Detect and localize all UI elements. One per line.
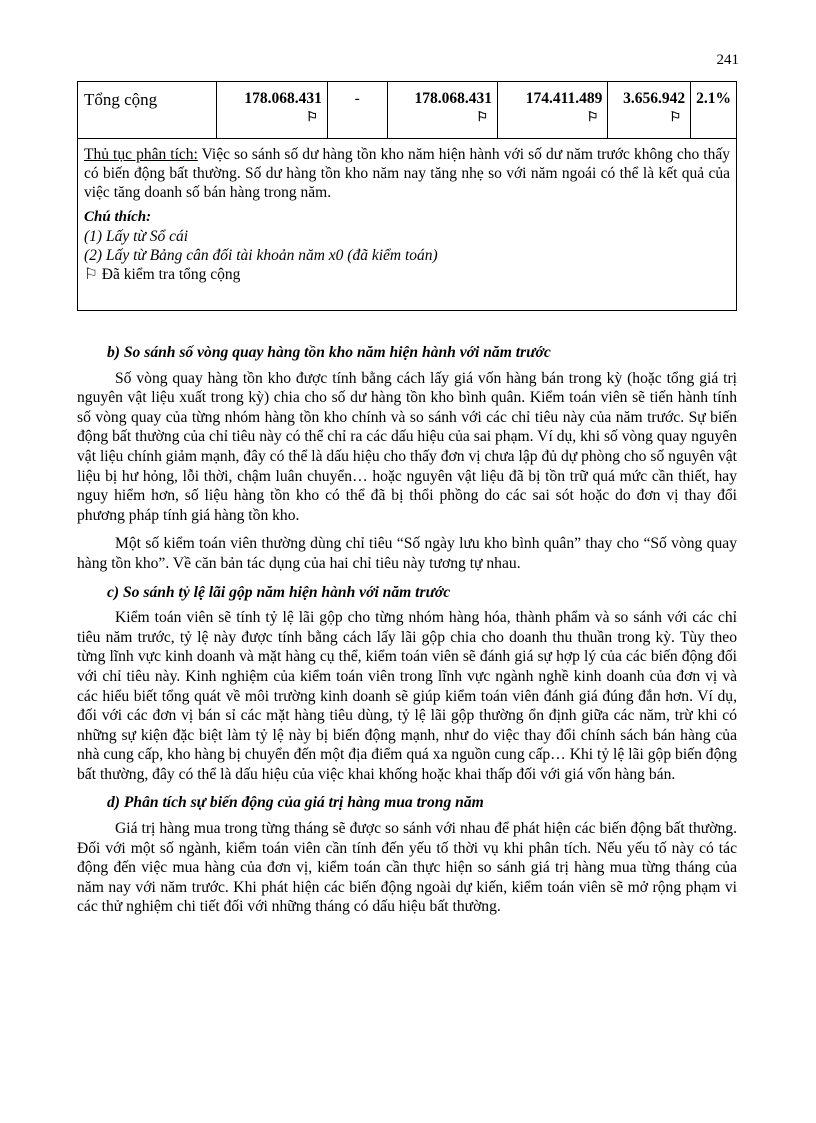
procedure-label: Thủ tục phân tích: — [84, 146, 198, 163]
flag-icon: ⚐ — [586, 109, 599, 124]
note-item: (2) Lấy từ Bảng cân đối tài khoản năm x0 (đã kiểm toán) — [84, 247, 438, 264]
check-text: Đã kiểm tra tổng cộng — [97, 266, 241, 283]
notes-title: Chú thích: — [84, 209, 152, 225]
section-heading: d) Phân tích sự biến động của giá trị hàng mua trong năm — [107, 794, 484, 812]
procedure-paragraph — [84, 145, 730, 202]
page-number: 241 — [716, 52, 739, 68]
flag-icon: ⚐ — [476, 109, 489, 124]
notes-cell — [78, 139, 737, 311]
inventory-total-table — [77, 81, 737, 311]
cell-value: 174.411.489 — [525, 90, 603, 107]
flag-icon: ⚐ — [306, 109, 318, 124]
total-cell — [498, 82, 608, 139]
section-heading: c) So sánh tỷ lệ lãi gộp năm hiện hành với năm trước — [107, 583, 451, 601]
total-cell — [387, 82, 497, 139]
total-label: Tổng cộng — [78, 82, 217, 139]
body-paragraph: Một số kiểm toán viên thường dùng chỉ tiêu “Số ngày lưu kho bình quân” thay cho “Số vòng quay hàng tồn kho”. Về căn bản tác dụng của hai chỉ tiêu này tương tự nhau. — [77, 535, 737, 572]
note-item-check — [84, 265, 730, 284]
flag-icon: ⚐ — [84, 266, 98, 283]
table-row-notes — [78, 139, 737, 311]
flag-icon: ⚐ — [669, 109, 682, 124]
cell-value: 178.068.431 — [244, 90, 322, 107]
note-item: (1) Lấy từ Sổ cái — [84, 228, 189, 245]
cell-value: 3.656.942 — [623, 90, 686, 107]
total-cell: 2.1% — [691, 82, 737, 139]
total-cell — [608, 82, 691, 139]
table-row-total — [78, 82, 737, 139]
section-heading: b) So sánh số vòng quay hàng tồn kho năm hiện hành với năm trước — [107, 344, 551, 361]
body-content — [77, 343, 737, 926]
body-paragraph: Số vòng quay hàng tồn kho được tính bằng cách lấy giá vốn hàng bán trong kỳ (hoặc tổng giá trị nguyên vật liệu xuất trong kỳ) chia cho số dư hàng tồn kho bình quân. Kiểm toán viên sẽ tiến hành tính số vòng quay của từng nhóm hàng tồn kho chính và so sánh với các chỉ tiêu này của năm trước. Sự biến động bất thường của chỉ tiêu này có thể chỉ ra các dấu hiệu của sai phạm. Ví dụ, khi số vòng quay nguyên vật liệu chính giảm mạnh, đây có thể là dấu hiệu cho thấy đơn vị chưa lập đủ dự phòng cho số nguyên vật liệu bị hư hỏng, lỗi thời, chậm luân chuyển… hoặc nguyên vật liệu đã bị tồn trữ quá mức cần thiết, hay nguy hiểm hơn, số liệu hàng tồn kho có thể đã bị thổi phồng do các sai sót hoặc do đơn vị thay đổi phương pháp tính giá hàng tồn kho. — [77, 369, 738, 524]
total-cell: - — [327, 82, 387, 139]
procedure-text: Việc so sánh số dư hàng tồn kho năm hiện hành với số dư năm trước không cho thấy có biến động bất thường. Số dư hàng tồn kho năm nay tăng nhẹ so với năm ngoái có thể là kết quả của việc tăng doanh số bán hàng trong năm. — [84, 146, 730, 201]
body-paragraph: Giá trị hàng mua trong từng tháng sẽ được so sánh với nhau để phát hiện các biến động bất thường. Đối với một số ngành, kiểm toán viên cần tính đến yếu tố thời vụ khi phân tích. Nếu yếu tố này có tác động đến việc mua hàng của đơn vị, kiểm toán cần thực hiện so sánh giá trị hàng mua từng tháng của năm nay với năm trước. Khi phát hiện các biến động ngoài dự kiến, kiểm toán viên sẽ mở rộng phạm vi các thử nghiệm chi tiết đối với những tháng có dấu hiệu bất thường. — [77, 820, 737, 916]
total-cell — [217, 82, 327, 139]
cell-value: 178.068.431 — [414, 90, 493, 107]
body-paragraph: Kiểm toán viên sẽ tính tỷ lệ lãi gộp cho từng nhóm hàng hóa, thành phẩm và so sánh với các chỉ tiêu năm trước, tỷ lệ này được tính bằng cách lấy lãi gộp chia cho doanh thu thuần trong kỳ. Tùy theo từng lĩnh vực kinh doanh và mặt hàng cụ thể, kiểm toán viên sẽ đánh giá sự hợp lý của các biến động đối với chỉ tiêu này. Kinh nghiệm của kiểm toán viên trong lĩnh vực ngành nghề kinh doanh của đơn vị và các hiểu biết tổng quát về môi trường kinh doanh sẽ giúp kiểm toán viên đánh giá đúng đắn hơn. Ví dụ, đối với các đơn vị bán sỉ các mặt hàng tiêu dùng, tỷ lệ lãi gộp thường ổn định giữa các năm, trừ khi có những sự kiện đặc biệt làm tỷ lệ này bị biến động mạnh, như do việc thay đổi chính sách bán hàng của nhà cung cấp, kho hàng bị chuyển đến một địa điểm quá xa nguồn cung cấp… Khi tỷ lệ lãi gộp biến động bất thường, đây có thể là dấu hiệu của việc khai khống hoặc khai thấp đối với giá vốn hàng bán. — [77, 609, 737, 783]
